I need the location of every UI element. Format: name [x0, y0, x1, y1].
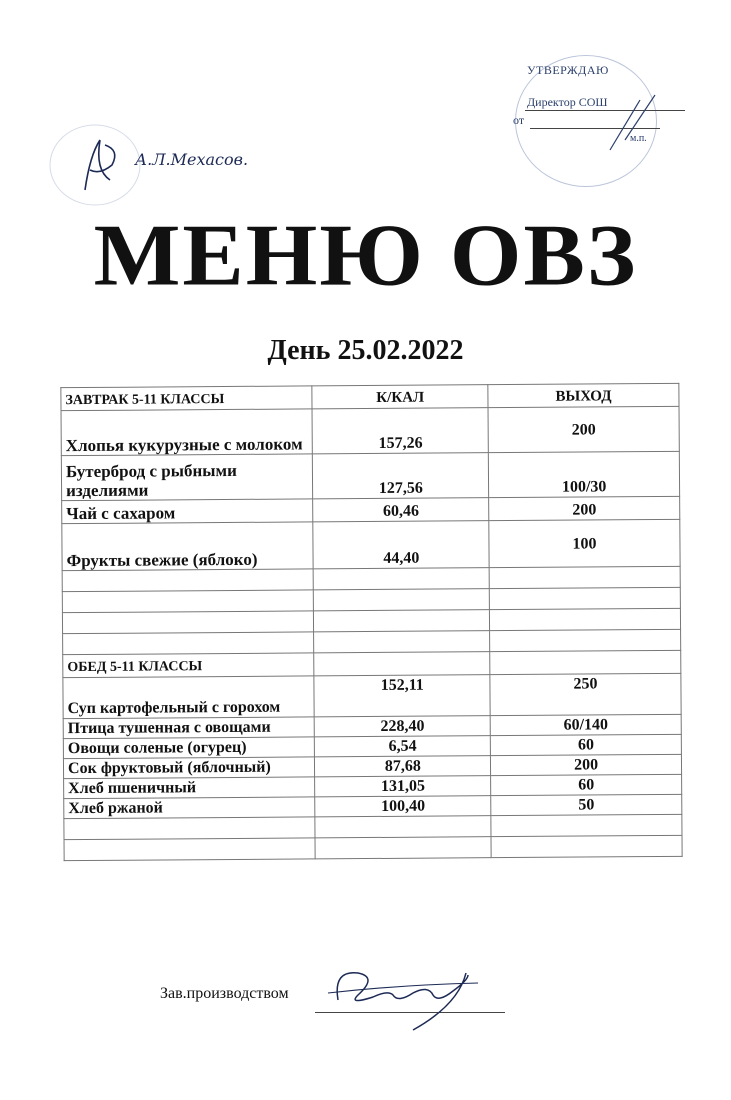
dish-output: 250 [490, 673, 681, 715]
lunch-header: ОБЕД 5-11 КЛАССЫ [63, 653, 315, 678]
dish-kcal: 127,56 [313, 453, 489, 499]
kcal-column-header: К/КАЛ [312, 385, 488, 409]
production-manager-signature [318, 955, 503, 1035]
from-label: от [513, 113, 525, 127]
mp-label: м.п. [630, 133, 647, 144]
table-row [61, 406, 679, 455]
approval-signature [40, 120, 260, 210]
dish-output: 50 [491, 794, 682, 815]
approval-stamp [505, 55, 705, 195]
table-row [61, 451, 679, 500]
table-row [62, 519, 680, 570]
dish-kcal: 100,40 [315, 796, 491, 817]
dish-output: 60 [491, 774, 682, 795]
director-signature [600, 90, 660, 160]
dish-kcal: 152,11 [314, 675, 490, 717]
dish-kcal: 157,26 [312, 408, 488, 454]
dish-kcal: 131,05 [315, 776, 491, 797]
dish-name: Чай с сахаром [62, 499, 314, 524]
director-label: Директор СОШ [527, 95, 608, 109]
dish-name: Птица тушенная с овощами [63, 717, 315, 739]
table-row [63, 673, 681, 718]
production-manager-label: Зав.производством [160, 985, 289, 1002]
dish-output: 100 [489, 519, 680, 567]
empty-row [64, 835, 682, 860]
dish-name: Сок фруктовый (яблочный) [63, 757, 315, 779]
dish-name: Хлопья кукурузные с молоком [61, 409, 313, 456]
output-column-header: ВЫХОД [488, 383, 679, 407]
dish-output: 200 [488, 406, 679, 452]
dish-output: 100/30 [488, 451, 679, 497]
dish-name: Бутерброд с рыбными изделиями [61, 454, 313, 501]
dish-kcal: 87,68 [315, 756, 491, 777]
dish-output: 60 [490, 734, 681, 755]
approve-label: УТВЕРЖДАЮ [527, 63, 609, 77]
dish-kcal: 6,54 [315, 736, 491, 757]
dish-kcal: 60,46 [313, 498, 489, 522]
page-title: МЕНЮ ОВЗ [93, 206, 638, 304]
dish-output: 200 [489, 496, 680, 520]
dish-output: 60/140 [490, 714, 681, 735]
breakfast-header: ЗАВТРАК 5-11 КЛАССЫ [61, 386, 313, 411]
dish-name: Хлеб ржаной [64, 797, 316, 819]
menu-table [60, 383, 682, 861]
dish-name: Хлеб пшеничный [64, 777, 316, 799]
dish-kcal: 228,40 [315, 716, 491, 737]
dish-name: Суп картофельный с горохом [63, 676, 315, 719]
approval-signature-text: А.Л.Мехасов. [135, 150, 249, 169]
dish-output: 200 [491, 754, 682, 775]
dish-name: Овощи соленые (огурец) [63, 737, 315, 759]
menu-date: День 25.02.2022 [267, 335, 464, 366]
dish-name: Фрукты свежие (яблоко) [62, 522, 314, 571]
dish-kcal: 44,40 [313, 521, 489, 569]
